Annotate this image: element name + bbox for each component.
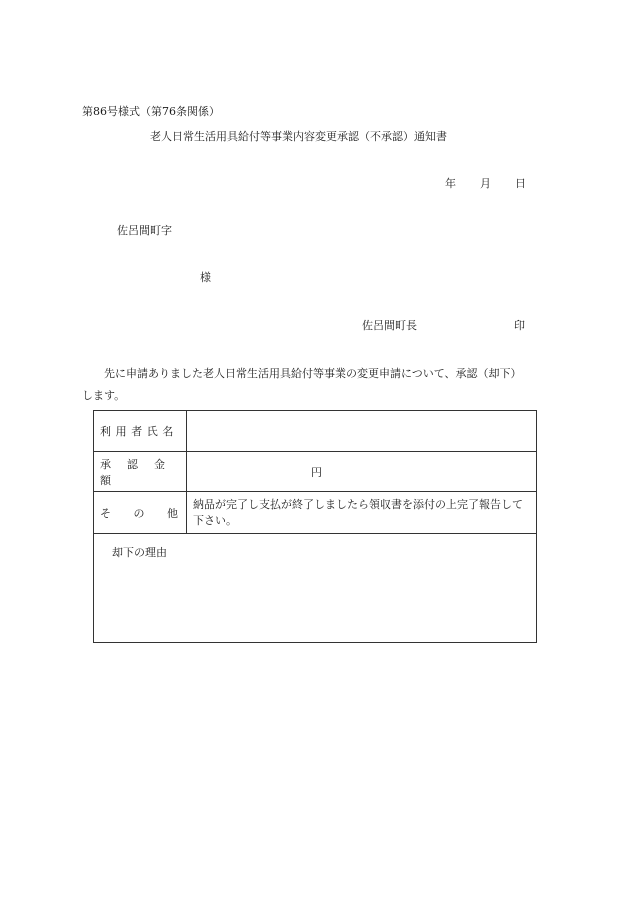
notice-body bbox=[82, 363, 552, 407]
form-number: 第86号様式（第76条関係） bbox=[82, 105, 220, 118]
table-row-approved-amount bbox=[94, 452, 536, 492]
notice-body-line1: 先に申請ありました老人日常生活用具給付等事業の変更申請について、承認（却下） bbox=[104, 367, 522, 380]
table-row-other bbox=[94, 492, 536, 534]
notice-table bbox=[93, 410, 537, 643]
yen-unit: 円 bbox=[311, 465, 322, 479]
date-year: 年 bbox=[445, 177, 456, 190]
user-name-label: 利用者氏名 bbox=[94, 411, 187, 451]
approved-amount-value bbox=[187, 452, 536, 491]
rejection-reason-label: 却下の理由 bbox=[112, 546, 167, 559]
table-row-user-name bbox=[94, 411, 536, 452]
addressee-address: 佐呂間町字 bbox=[117, 224, 172, 237]
notice-body-line2: します。 bbox=[82, 389, 126, 402]
date-line bbox=[445, 178, 526, 189]
date-month: 月 bbox=[480, 177, 491, 190]
issuer-name: 佐呂間町長 bbox=[362, 319, 417, 332]
document-title: 老人日常生活用具給付等事業内容変更承認（不承認）通知書 bbox=[150, 130, 447, 143]
seal-mark: 印 bbox=[514, 319, 525, 332]
addressee-honorific: 様 bbox=[200, 271, 211, 284]
other-value: 納品が完了し支払が終了しましたら領収書を添付の上完了報告して下さい。 bbox=[193, 497, 523, 527]
approved-amount-label: 承認金額 bbox=[94, 452, 187, 491]
user-name-value bbox=[187, 411, 536, 451]
other-label: そ の 他 bbox=[94, 492, 187, 533]
date-day: 日 bbox=[515, 177, 526, 190]
